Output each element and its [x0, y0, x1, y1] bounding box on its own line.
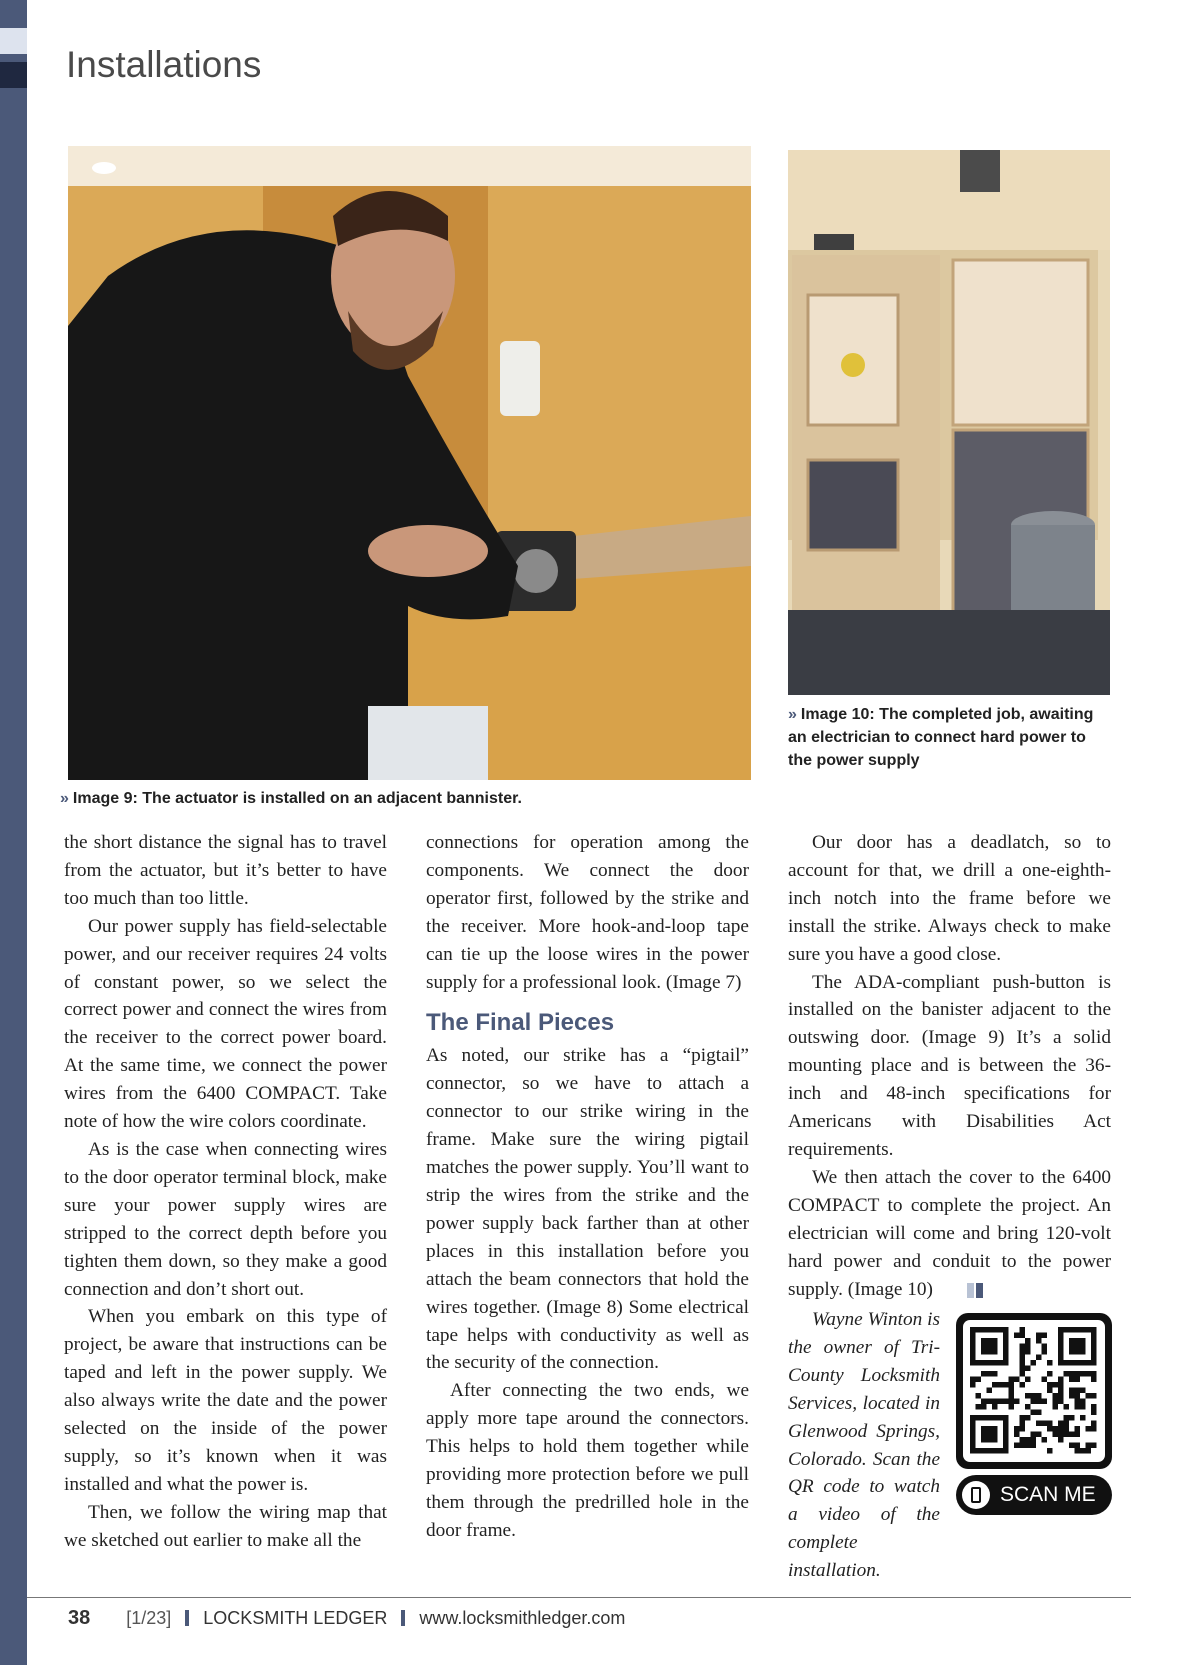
chevron-right-icon: » — [788, 706, 797, 723]
body-paragraph: As noted, our strike has a “pigtail” connector, so we have to attach a connector to our strike wiring in the frame. Make sure the wiring pigtail matches the power supply. You’ll want to strip the wires from the strike and the power supply back farther than at other places in this installation before you attach the beam connectors that hold the wires together. (Image 8) Some electrical tape helps with conductivity as well as the security of the connection. — [426, 1045, 749, 1374]
body-paragraph: connections for operation among the components. We connect the door operator first, followed by the strike and the receiver. More hook-and-loop tape can tie up the loose wires in the power supply for a professional look. (Image 7) — [426, 832, 749, 993]
body-paragraph: Our door has a deadlatch, so to account for that, we drill a one-eighth-inch notch into the frame before we install the strike. Always check to make sure you have a good close. — [788, 832, 1111, 965]
page-edge-band — [0, 0, 27, 1665]
body-paragraph: Then, we follow the wiring map that we sketched out earlier to make all the — [64, 1501, 387, 1551]
body-paragraph: Our power supply has field-selectable power, and our receiver requires 24 volts of constant power, so we select the correct power and connect the wires from the receiver to the correct power board. At the same time, we connect the power wires from the 6400 COMPACT. Take note of how the wire colors coordinate. — [64, 915, 387, 1133]
section-title: Installations — [66, 44, 262, 85]
page-footer — [68, 1603, 625, 1633]
end-of-article-icon — [943, 1276, 985, 1304]
edge-tab-light — [0, 28, 27, 54]
edge-tab-dark — [0, 62, 27, 88]
scan-me-button[interactable] — [956, 1475, 1112, 1515]
article-column-1 — [64, 829, 387, 1555]
footer-separator — [401, 1610, 405, 1626]
phone-icon — [962, 1481, 990, 1509]
issue-date: [1/23] — [126, 1607, 172, 1628]
page-number: 38 — [68, 1606, 91, 1629]
body-paragraph: The ADA-compliant push-button is installed on the banister adjacent to the outswing door. (Image 9) It’s a solid mounting place and is between the 36-inch and 48-inch specifications for Americans with Disabilities Act requirements. — [788, 971, 1111, 1160]
body-paragraph: After connecting the two ends, we apply more tape around the connectors. This helps to hold them together while providing more protection before we pull them through the predrilled hole in the door frame. — [426, 1380, 749, 1541]
image-10-caption — [788, 703, 1110, 772]
article-column-3 — [788, 829, 1111, 1304]
image-9-caption-text: Image 9: The actuator is installed on an adjacent bannister. — [72, 790, 522, 807]
image-10-photo — [788, 150, 1110, 695]
footer-divider — [27, 1597, 1131, 1598]
body-paragraph: When you embark on this type of project, be aware that instructions can be taped and left in the power supply. We also always write the date and the power selected on the inside of the power supply, so it’s known when it was installed and what the power is. — [64, 1306, 387, 1495]
closing-text: We then attach the cover to the 6400 COMPACT to complete the project. An electrician will come and bring 120-volt hard power and conduit to the power supply. (Image 10) — [788, 1166, 1111, 1300]
body-paragraph — [788, 1164, 1111, 1304]
image-9-photo — [68, 146, 751, 780]
image-9-caption — [60, 787, 760, 810]
qr-code[interactable] — [956, 1313, 1112, 1469]
body-paragraph: the short distance the signal has to travel from the actuator, but it’s better to have too much than too little. — [64, 832, 387, 909]
footer-separator — [185, 1610, 189, 1626]
author-bio — [788, 1306, 940, 1585]
image-10-caption-text: Image 10: The completed job, awaiting an electrician to connect hard power to the power supply — [788, 706, 1094, 769]
body-paragraph: As is the case when connecting wires to the door operator terminal block, make sure your power supply wires are stripped to the correct depth before you tighten them down, so they make a good connection and don’t short out. — [64, 1138, 387, 1300]
chevron-right-icon: » — [60, 790, 69, 807]
article-column-2 — [426, 829, 749, 1545]
publication-url[interactable]: www.locksmithledger.com — [419, 1607, 626, 1628]
scan-me-label: SCAN ME — [1000, 1483, 1096, 1506]
subheading: The Final Pieces — [426, 1009, 615, 1037]
publication-name: LOCKSMITH LEDGER — [203, 1607, 388, 1628]
author-bio-text: Wayne Winton is the owner of Tri-County Locksmith Services, located in Glenwood Springs, Colorado. Scan the QR code to watch a video of the complete installation. — [788, 1309, 940, 1582]
